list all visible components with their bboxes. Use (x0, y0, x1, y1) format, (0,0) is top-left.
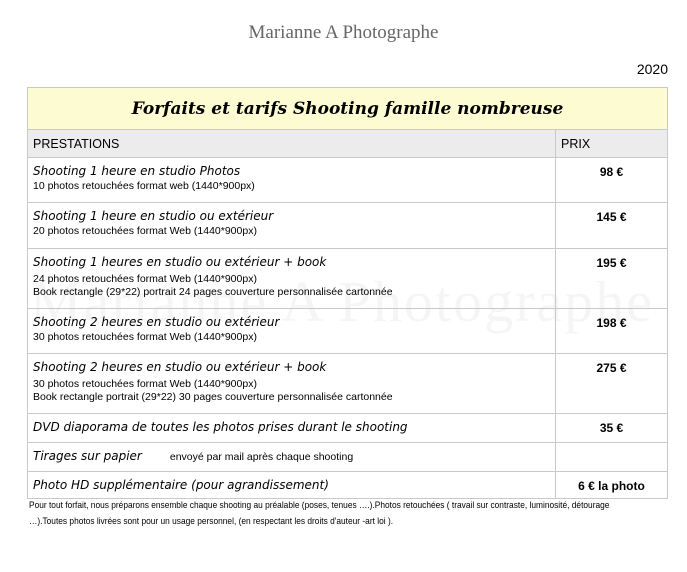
service-description-extra: Book rectangle (29*22) portrait 24 pages couverture personnalisée cartonnée (33, 286, 393, 298)
table-row (28, 309, 668, 354)
table-row (28, 472, 668, 499)
footer-note (29, 498, 669, 530)
service-name: Shooting 2 heures en studio ou extérieur + book (33, 360, 327, 374)
table-row (28, 158, 668, 203)
service-price: 275 € (556, 354, 668, 414)
table-title: Forfaits et tarifs Shooting famille nombreuse (28, 88, 668, 130)
service-description: envoyé par mail après chaque shooting (169, 451, 354, 463)
pricing-table (27, 87, 668, 499)
service-description: 10 photos retouchées format web (1440*900px) (33, 180, 255, 192)
service-description: 30 photos retouchées format Web (1440*900px) (33, 378, 257, 390)
service-description: 20 photos retouchées format Web (1440*900px) (33, 225, 257, 237)
service-price (556, 443, 668, 472)
year-label: 2020 (636, 61, 668, 77)
service-description: 30 photos retouchées format Web (1440*900px) (33, 331, 257, 343)
footer-line: …).Toutes photos livrées sont pour un usage personnel, (en respectant les droits d'auteur -art loi ). (29, 516, 394, 527)
photographer-name: Marianne A Photographe (248, 22, 439, 43)
service-name: Tirages sur papier (33, 449, 142, 463)
service-name: Shooting 2 heures en studio ou extérieur (33, 315, 280, 329)
table-row (28, 443, 668, 472)
service-name: Shooting 1 heure en studio Photos (33, 164, 241, 178)
service-description: 24 photos retouchées format Web (1440*900px) (33, 273, 257, 285)
service-name-wrap (28, 443, 555, 463)
service-description-extra: Book rectangle portrait (29*22) 30 pages couverture personnalisée cartonnée (33, 391, 393, 403)
service-name: DVD diaporama de toutes les photos prises durant le shooting (33, 420, 408, 434)
column-header-price: PRIX (556, 130, 668, 158)
service-price: 98 € (556, 158, 668, 203)
service-name: Shooting 1 heures en studio ou extérieur + book (33, 255, 327, 269)
table-row (28, 354, 668, 414)
service-price: 35 € (556, 414, 668, 443)
service-name: Photo HD supplémentaire (pour agrandissement) (33, 478, 329, 492)
table-row (28, 249, 668, 309)
column-header-services: PRESTATIONS (28, 130, 556, 158)
table-row (28, 203, 668, 249)
service-name: Shooting 1 heure en studio ou extérieur (33, 209, 274, 223)
table-row (28, 414, 668, 443)
service-price: 195 € (556, 249, 668, 309)
service-price: 6 € la photo (556, 472, 668, 499)
service-price: 198 € (556, 309, 668, 354)
footer-line: Pour tout forfait, nous préparons ensemble chaque shooting au préalable (poses, tenues ….).Photos retouchées ( travail sur contraste, luminosité, détourage (29, 500, 610, 511)
service-price: 145 € (556, 203, 668, 249)
